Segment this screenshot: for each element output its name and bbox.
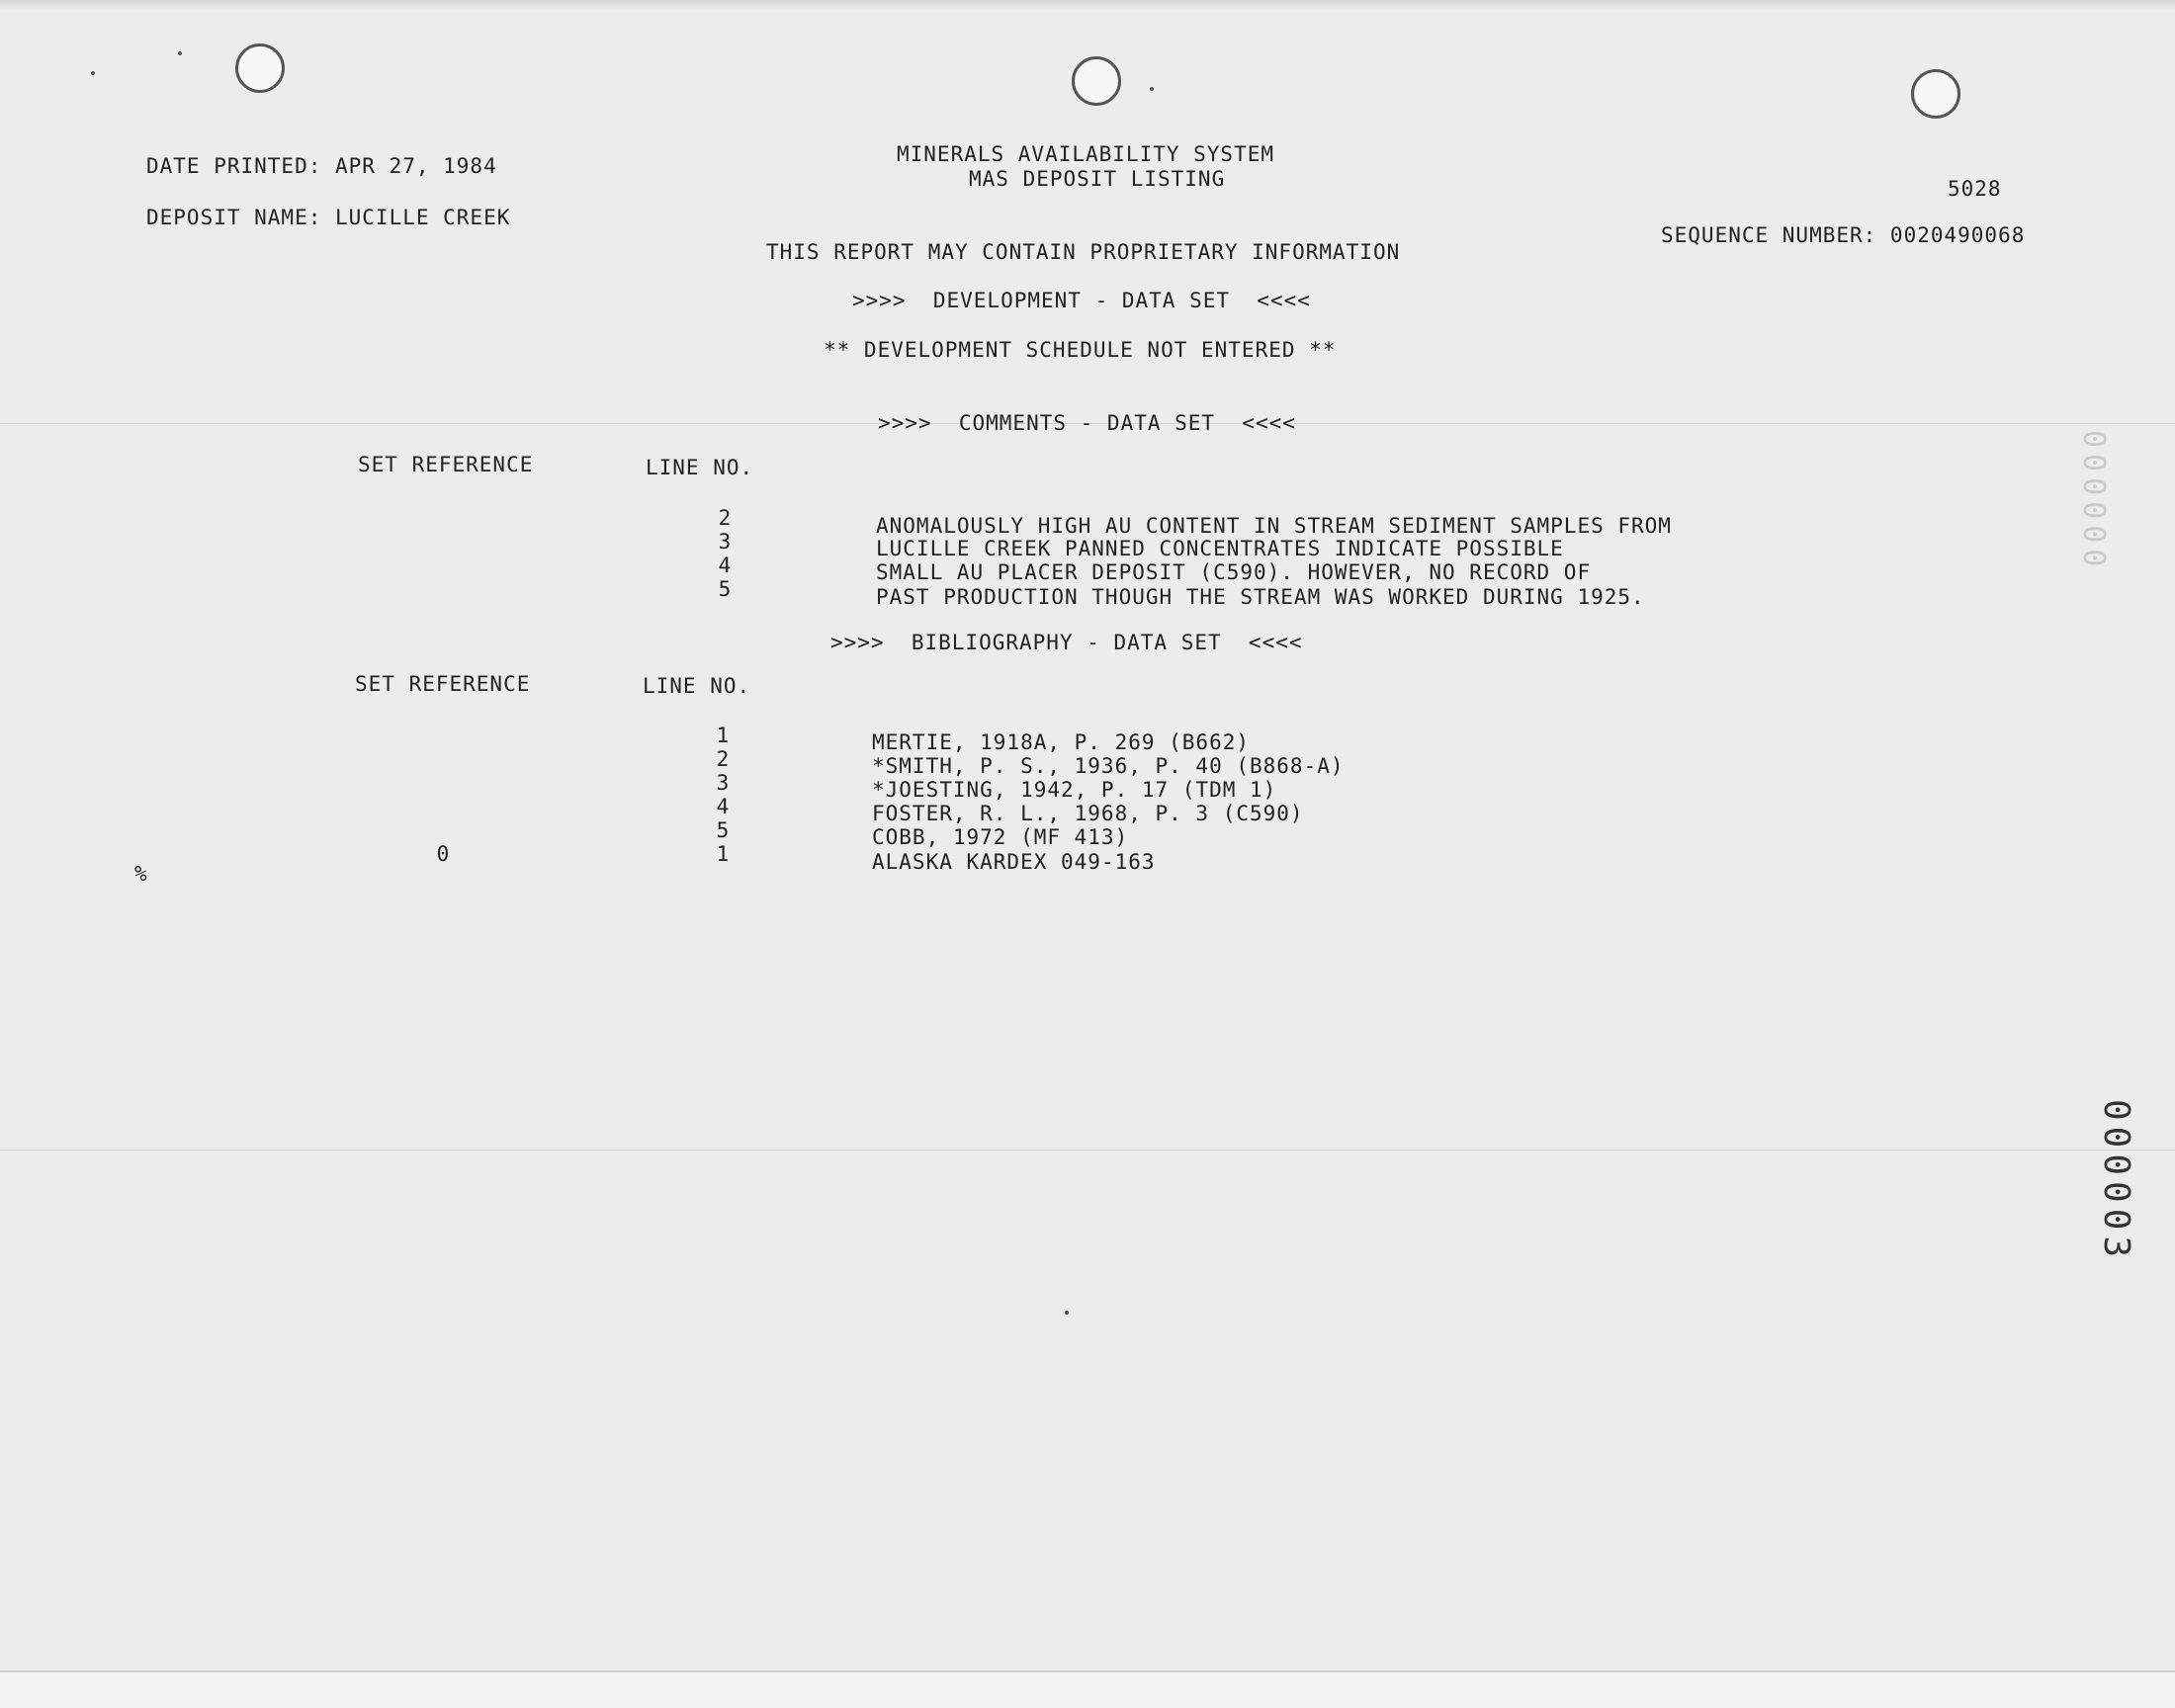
bibliography-line-number: 5	[716, 818, 730, 842]
comment-line-text: ANOMALOUSLY HIGH AU CONTENT IN STREAM SEDIMENT SAMPLES FROM	[876, 514, 1672, 538]
bibliography-entry: MERTIE, 1918A, P. 269 (B662)	[872, 730, 1251, 754]
bibliography-set-reference-header: SET REFERENCE	[355, 672, 531, 696]
punch-hole	[1072, 56, 1121, 106]
margin-mark: %	[134, 862, 148, 886]
bibliography-line-number: 4	[716, 795, 730, 818]
bibliography-entry: *JOESTING, 1942, P. 17 (TDM 1)	[872, 778, 1277, 802]
speck	[178, 51, 182, 55]
bibliography-entry: *SMITH, P. S., 1936, P. 40 (B868-A)	[872, 754, 1345, 778]
proprietary-notice: THIS REPORT MAY CONTAIN PROPRIETARY INFORMATION	[766, 240, 1401, 264]
fold-line	[0, 1150, 2175, 1151]
page-code: 5028	[1948, 177, 2002, 201]
comments-set-reference-header: SET REFERENCE	[358, 453, 534, 476]
development-note: ** DEVELOPMENT SCHEDULE NOT ENTERED **	[824, 338, 1337, 362]
listing-title: MAS DEPOSIT LISTING	[969, 167, 1226, 191]
faint-page-stamp: 000000	[2076, 430, 2111, 573]
bibliography-heading: >>>> BIBLIOGRAPHY - DATA SET <<<<	[830, 631, 1303, 654]
sequence-number: SEQUENCE NUMBER: 0020490068	[1661, 223, 2026, 247]
bibliography-line-number: 3	[716, 771, 730, 795]
speck	[1150, 87, 1154, 91]
bibliography-line-number: 1	[716, 842, 730, 866]
comment-line-number: 2	[718, 506, 732, 530]
system-title: MINERALS AVAILABILITY SYSTEM	[897, 142, 1275, 166]
paper-top-edge	[0, 0, 2175, 10]
page-number-stamp: 000003	[2096, 1099, 2136, 1264]
development-heading: >>>> DEVELOPMENT - DATA SET <<<<	[852, 289, 1311, 312]
comments-line-no-header: LINE NO.	[646, 456, 754, 479]
bibliography-set-reference: 0	[436, 842, 450, 866]
comment-line-number: 5	[718, 577, 732, 601]
speck	[1065, 1311, 1069, 1315]
bibliography-line-number: 2	[716, 747, 730, 771]
comment-line-text: SMALL AU PLACER DEPOSIT (C590). HOWEVER, NO RECORD OF	[876, 560, 1592, 584]
comment-line-text: LUCILLE CREEK PANNED CONCENTRATES INDICATE POSSIBLE	[876, 537, 1564, 560]
comment-line-text: PAST PRODUCTION THOUGH THE STREAM WAS WORKED DURING 1925.	[876, 585, 1645, 609]
paper-bottom-edge	[0, 1670, 2175, 1708]
comments-heading: >>>> COMMENTS - DATA SET <<<<	[878, 411, 1296, 435]
date-printed: DATE PRINTED: APR 27, 1984	[146, 154, 497, 178]
deposit-name: DEPOSIT NAME: LUCILLE CREEK	[146, 206, 511, 229]
bibliography-line-no-header: LINE NO.	[643, 674, 751, 698]
bibliography-entry: ALASKA KARDEX 049-163	[872, 850, 1156, 874]
bibliography-entry: FOSTER, R. L., 1968, P. 3 (C590)	[872, 802, 1304, 825]
bibliography-line-number: 1	[716, 724, 730, 747]
speck	[91, 71, 95, 75]
bibliography-entry: COBB, 1972 (MF 413)	[872, 825, 1129, 849]
punch-hole	[235, 43, 285, 93]
comment-line-number: 4	[718, 554, 732, 577]
punch-hole	[1911, 69, 1960, 119]
comment-line-number: 3	[718, 530, 732, 554]
